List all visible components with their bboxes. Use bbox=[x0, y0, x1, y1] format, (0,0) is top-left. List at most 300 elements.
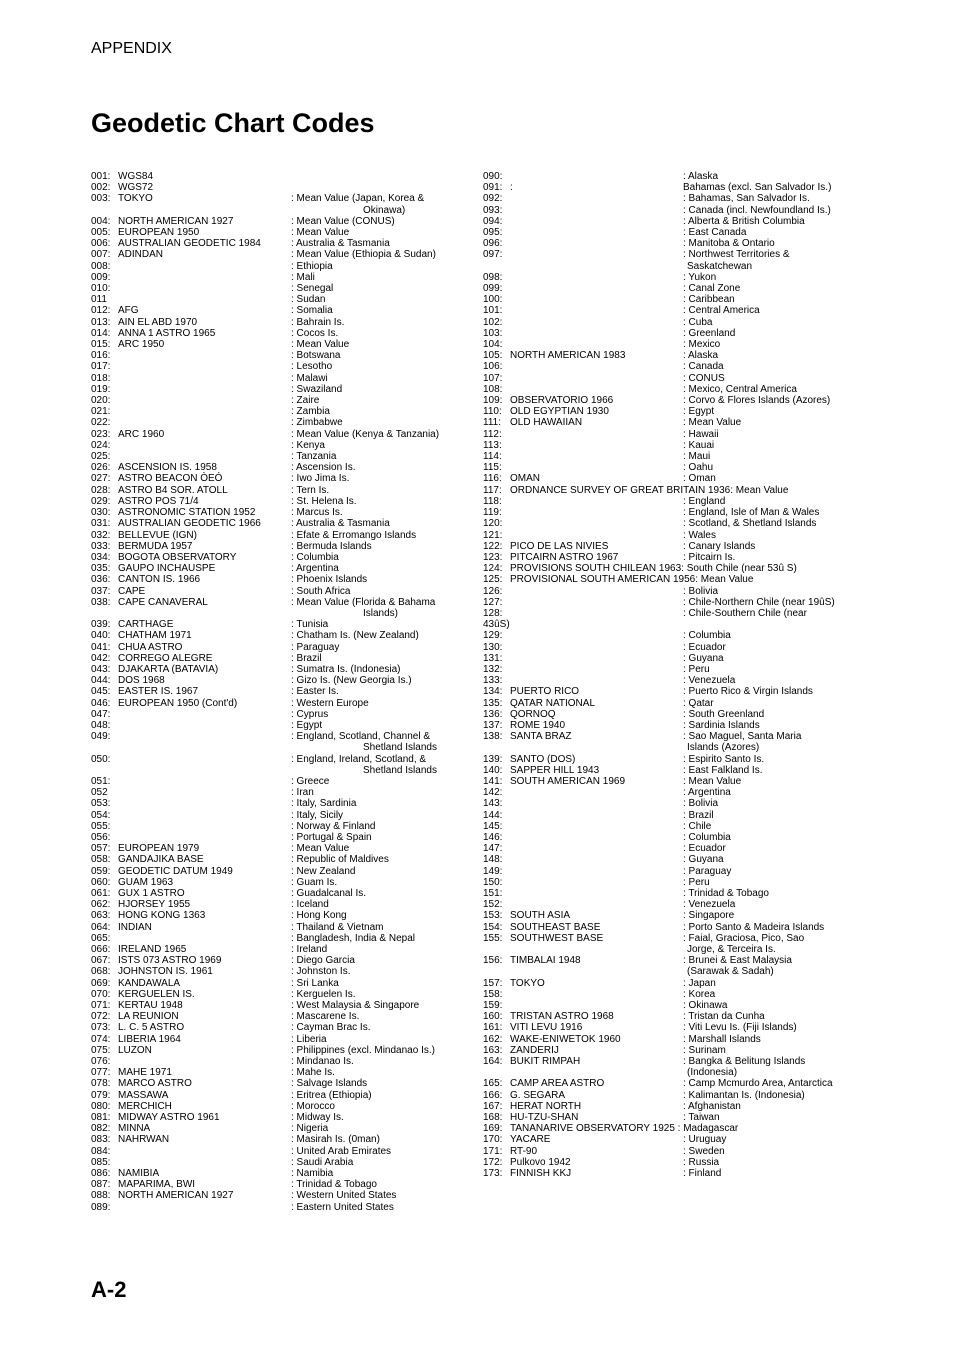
code-number: 150: bbox=[483, 876, 503, 888]
datum-name: NORTH AMERICAN 1927 bbox=[118, 1190, 234, 1202]
region-text: : Caribbean bbox=[683, 294, 735, 306]
code-row bbox=[483, 1090, 863, 1101]
region-text: : Tristan da Cunha bbox=[683, 1011, 765, 1023]
code-number: 126: bbox=[483, 585, 503, 597]
code-row bbox=[91, 888, 471, 899]
code-number: 030: bbox=[91, 507, 111, 519]
code-number: 071: bbox=[91, 1000, 111, 1012]
region-text: : Phoenix Islands bbox=[291, 574, 368, 586]
code-number: 088: bbox=[91, 1190, 111, 1202]
code-number: 127: bbox=[483, 596, 503, 608]
code-row bbox=[483, 1011, 863, 1022]
code-row bbox=[91, 518, 471, 529]
code-row bbox=[91, 698, 471, 709]
region-text: : Alaska bbox=[683, 171, 719, 182]
datum-name: PITCAIRN ASTRO 1967 bbox=[510, 551, 619, 563]
code-row bbox=[483, 429, 863, 440]
code-row bbox=[91, 305, 471, 316]
region-text: : Korea bbox=[683, 988, 716, 1000]
datum-name: TRISTAN ASTRO 1968 bbox=[510, 1011, 614, 1023]
datum-name: DJAKARTA (BATAVIA) bbox=[118, 663, 219, 675]
code-number: 001: bbox=[91, 171, 111, 182]
region-text: : Corvo & Flores Islands (Azores) bbox=[683, 395, 831, 407]
code-number: 147: bbox=[483, 843, 503, 855]
region-text: : Chatham Is. (New Zealand) bbox=[291, 630, 419, 642]
region-continuation: (Sarawak & Sadah) bbox=[687, 966, 774, 978]
code-number: 049: bbox=[91, 731, 111, 743]
region-text bbox=[291, 182, 471, 193]
region-text: : Japan bbox=[683, 977, 716, 989]
code-number: 103: bbox=[483, 327, 503, 339]
region-text: : Manitoba & Ontario bbox=[683, 238, 775, 250]
code-row bbox=[483, 227, 863, 238]
code-row bbox=[91, 821, 471, 832]
code-row bbox=[483, 832, 863, 843]
code-row bbox=[483, 552, 863, 563]
code-number: 052 bbox=[91, 787, 108, 799]
region-text: : Zambia bbox=[291, 406, 330, 418]
region-text: : Mexico, Central America bbox=[683, 383, 797, 395]
code-number: 152: bbox=[483, 899, 503, 911]
datum-name: KERGUELEN IS. bbox=[118, 988, 195, 1000]
region-text: : Tern Is. bbox=[291, 484, 330, 496]
code-number: 040: bbox=[91, 630, 111, 642]
code-number: 140: bbox=[483, 764, 503, 776]
datum-name: KANDAWALA bbox=[118, 977, 181, 989]
region-text: : Espirito Santo Is. bbox=[683, 753, 765, 765]
code-row bbox=[483, 787, 863, 798]
region-text: : Mean Value (Florida & Bahama bbox=[291, 596, 436, 608]
datum-name: DOS 1968 bbox=[118, 675, 165, 687]
code-row bbox=[483, 373, 863, 384]
code-number: 038: bbox=[91, 596, 111, 608]
code-number: 102: bbox=[483, 316, 503, 328]
region-text: : Mean Value (Kenya & Tanzania) bbox=[291, 428, 440, 440]
region-text: : Ecuador bbox=[683, 843, 726, 855]
region-text: : Mean Value bbox=[683, 417, 742, 429]
datum-name: NAHRWAN bbox=[118, 1134, 170, 1146]
region-text: Bahamas (excl. San Salvador Is.) bbox=[683, 182, 832, 194]
code-row bbox=[91, 597, 471, 619]
code-row bbox=[91, 630, 471, 641]
code-number: 094: bbox=[483, 215, 503, 227]
region-text: : Mascarene Is. bbox=[291, 1011, 360, 1023]
code-row bbox=[91, 541, 471, 552]
region-text: : Eastern United States bbox=[291, 1201, 394, 1213]
region-text: : Oman bbox=[683, 473, 716, 485]
region-text: : Bahrain Is. bbox=[291, 316, 345, 328]
datum-name: L. C. 5 ASTRO bbox=[118, 1022, 185, 1034]
code-row bbox=[483, 530, 863, 541]
datum-name: KERTAU 1948 bbox=[118, 1000, 183, 1012]
region-text: : United Arab Emirates bbox=[291, 1145, 392, 1157]
region-text: : St. Helena Is. bbox=[291, 495, 357, 507]
code-number: 012: bbox=[91, 305, 111, 317]
code-row bbox=[91, 339, 471, 350]
code-number: 101: bbox=[483, 305, 503, 317]
datum-name: SOUTHEAST BASE bbox=[510, 921, 601, 933]
code-number: 060: bbox=[91, 876, 111, 888]
code-number: 013: bbox=[91, 316, 111, 328]
region-text: : Alaska bbox=[683, 350, 719, 362]
region-text: : Zaire bbox=[291, 395, 320, 407]
region-text: : Lesotho bbox=[291, 361, 333, 373]
code-number: 074: bbox=[91, 1033, 111, 1045]
code-row bbox=[483, 283, 863, 294]
region-text: : Columbia bbox=[683, 831, 731, 843]
datum-name: IRELAND 1965 bbox=[118, 944, 187, 956]
code-number: 130: bbox=[483, 641, 503, 653]
code-number: 105: bbox=[483, 350, 503, 362]
code-number: 159: bbox=[483, 1000, 503, 1012]
code-number: 084: bbox=[91, 1145, 111, 1157]
region-text: : Johnston Is. bbox=[291, 966, 351, 978]
code-number: 163: bbox=[483, 1044, 503, 1056]
region-text: : Guam Is. bbox=[291, 876, 338, 888]
code-row bbox=[91, 574, 471, 585]
code-row bbox=[91, 1056, 471, 1067]
code-row bbox=[91, 462, 471, 473]
code-row bbox=[483, 272, 863, 283]
region-text: : Surinam bbox=[683, 1044, 726, 1056]
code-row bbox=[91, 843, 471, 854]
datum-name: QORNOQ bbox=[510, 708, 556, 720]
code-number: 073: bbox=[91, 1022, 111, 1034]
datum-name: : bbox=[510, 182, 513, 194]
datum-name: CORREGO ALEGRE bbox=[118, 652, 213, 664]
datum-name: MINNA bbox=[118, 1123, 151, 1135]
datum-name: TOKYO bbox=[118, 193, 153, 205]
region-text: : Sweden bbox=[683, 1145, 725, 1157]
code-number: 107: bbox=[483, 372, 503, 384]
code-number: 015: bbox=[91, 339, 111, 351]
region-text: : Paraguay bbox=[291, 641, 340, 653]
code-row bbox=[483, 563, 863, 574]
code-row bbox=[91, 216, 471, 227]
region-text: : Brazil bbox=[291, 652, 322, 664]
code-row bbox=[91, 496, 471, 507]
code-row bbox=[91, 709, 471, 720]
code-row bbox=[91, 966, 471, 977]
code-number: 142: bbox=[483, 787, 503, 799]
region-continuation: Okinawa) bbox=[363, 204, 406, 216]
region-text: : Bangladesh, India & Nepal bbox=[291, 932, 415, 944]
datum-name: AFG bbox=[118, 305, 139, 317]
code-number: 135: bbox=[483, 697, 503, 709]
code-number: 028: bbox=[91, 484, 111, 496]
region-text: : Mean Value bbox=[683, 775, 742, 787]
code-number: 056: bbox=[91, 831, 111, 843]
code-row bbox=[91, 664, 471, 675]
code-number: 083: bbox=[91, 1134, 111, 1146]
code-row bbox=[483, 1056, 863, 1078]
code-row bbox=[91, 810, 471, 821]
code-number: 091: bbox=[483, 182, 503, 194]
code-row bbox=[483, 350, 863, 361]
code-number: 146: bbox=[483, 831, 503, 843]
code-row bbox=[91, 754, 471, 776]
datum-name: MAPARIMA, BWI bbox=[118, 1179, 196, 1191]
region-text: : Zimbabwe bbox=[291, 417, 343, 429]
code-number: 141: bbox=[483, 775, 503, 787]
code-number: 002: bbox=[91, 182, 111, 194]
code-number: 061: bbox=[91, 888, 111, 899]
region-text: : Venezuela bbox=[683, 675, 736, 687]
datum-name: OLD HAWAIIAN bbox=[510, 417, 583, 429]
region-text: : Bolivia bbox=[683, 798, 719, 810]
code-number: 149: bbox=[483, 865, 503, 877]
region-text: : Mean Value (CONUS) bbox=[291, 215, 395, 227]
datum-name: G. SEGARA bbox=[510, 1089, 566, 1101]
code-row bbox=[483, 720, 863, 731]
code-number: 066: bbox=[91, 944, 111, 956]
region-text: : Ireland bbox=[291, 944, 328, 956]
code-row bbox=[91, 451, 471, 462]
code-row bbox=[91, 686, 471, 697]
code-row bbox=[483, 462, 863, 473]
code-row bbox=[483, 888, 863, 899]
region-text: : Chile-Northern Chile (near 19ûS) bbox=[683, 596, 835, 608]
code-row bbox=[91, 1202, 471, 1213]
region-text: : Cayman Brac Is. bbox=[291, 1022, 371, 1034]
code-number: 100: bbox=[483, 294, 503, 306]
code-row bbox=[91, 1190, 471, 1201]
code-row bbox=[91, 182, 471, 193]
region-text: : Botswana bbox=[291, 350, 341, 362]
datum-name: SANTA BRAZ bbox=[510, 731, 572, 743]
code-number: 156: bbox=[483, 955, 503, 967]
code-number: 169: bbox=[483, 1123, 503, 1135]
datum-name: MIDWAY ASTRO 1961 bbox=[118, 1112, 220, 1124]
datum-name: VITI LEVU 1916 bbox=[510, 1022, 583, 1034]
code-number: 109: bbox=[483, 395, 503, 407]
code-number: 085: bbox=[91, 1156, 111, 1168]
code-row bbox=[91, 866, 471, 877]
region-text bbox=[291, 171, 471, 182]
code-number: 123: bbox=[483, 551, 503, 563]
code-number: 003: bbox=[91, 193, 111, 205]
region-text: : Senegal bbox=[291, 283, 334, 295]
region-text: : England, Isle of Man & Wales bbox=[683, 507, 820, 519]
code-row bbox=[91, 787, 471, 798]
datum-name: NORTH AMERICAN 1927 bbox=[118, 215, 234, 227]
region-continuation: Islands) bbox=[363, 607, 399, 619]
code-number: 138: bbox=[483, 731, 503, 743]
code-row bbox=[483, 485, 863, 496]
datum-name: YACARE bbox=[510, 1134, 551, 1146]
code-number: 136: bbox=[483, 708, 503, 720]
region-continuation: Shetland Islands bbox=[363, 764, 437, 776]
region-text: : Greece bbox=[291, 775, 330, 787]
region-text: : Afghanistan bbox=[683, 1100, 741, 1112]
code-row bbox=[483, 171, 863, 182]
code-number: 019: bbox=[91, 383, 111, 395]
region-text: : South Africa bbox=[291, 585, 351, 597]
code-row bbox=[91, 653, 471, 664]
code-row bbox=[483, 854, 863, 865]
code-row bbox=[483, 205, 863, 216]
code-number: 137: bbox=[483, 719, 503, 731]
region-text: : Salvage Islands bbox=[291, 1078, 368, 1090]
code-row bbox=[91, 944, 471, 955]
code-number: 106: bbox=[483, 361, 503, 373]
region-text: : Cuba bbox=[683, 316, 713, 328]
code-row bbox=[483, 877, 863, 888]
region-text: : Paraguay bbox=[683, 865, 732, 877]
datum-name: LIBERIA 1964 bbox=[118, 1033, 181, 1045]
code-number: 029: bbox=[91, 495, 111, 507]
code-row bbox=[483, 1146, 863, 1157]
datum-name: ASCENSION IS. 1958 bbox=[118, 462, 217, 474]
code-row bbox=[483, 798, 863, 809]
code-row bbox=[91, 877, 471, 888]
region-text: : Chile-Southern Chile (near bbox=[683, 607, 807, 619]
code-number: 157: bbox=[483, 977, 503, 989]
region-text: : Mean Value (Ethiopia & Sudan) bbox=[291, 249, 436, 261]
code-number: 086: bbox=[91, 1168, 111, 1180]
datum-name: SOUTH AMERICAN 1969 bbox=[510, 775, 626, 787]
code-row bbox=[91, 350, 471, 361]
region-continuation: Jorge, & Terceira Is. bbox=[687, 944, 776, 956]
code-number: 134: bbox=[483, 686, 503, 698]
code-number: 104: bbox=[483, 339, 503, 351]
code-row bbox=[483, 518, 863, 529]
region-text: : Peru bbox=[683, 876, 710, 888]
region-text: : Chile bbox=[683, 820, 712, 832]
code-number: 171: bbox=[483, 1145, 503, 1157]
code-number: 058: bbox=[91, 854, 111, 866]
code-number: 160: bbox=[483, 1011, 503, 1023]
code-row bbox=[91, 955, 471, 966]
code-number: 053: bbox=[91, 798, 111, 810]
code-number: 037: bbox=[91, 585, 111, 597]
code-row bbox=[91, 1146, 471, 1157]
code-row bbox=[483, 339, 863, 350]
datum-name: CANTON IS. 1966 bbox=[118, 574, 201, 586]
code-number: 173: bbox=[483, 1168, 503, 1180]
datum-name: ASTRO BEACON ÒEÓ bbox=[118, 473, 223, 485]
code-number: 054: bbox=[91, 809, 111, 821]
region-text: : Masirah Is. (0man) bbox=[291, 1134, 380, 1146]
code-number: 069: bbox=[91, 977, 111, 989]
code-number: 017: bbox=[91, 361, 111, 373]
datum-name: WAKE-ENIWETOK 1960 bbox=[510, 1033, 621, 1045]
datum-name: BELLEVUE (IGN) bbox=[118, 529, 197, 541]
datum-name: MAHE 1971 bbox=[118, 1067, 172, 1079]
datum-name: CAPE bbox=[118, 585, 146, 597]
code-number: 112: bbox=[483, 428, 502, 440]
code-number: 042: bbox=[91, 652, 111, 664]
code-number: 076: bbox=[91, 1056, 111, 1068]
region-text: : Sri Lanka bbox=[291, 977, 339, 989]
datum-name: OLD EGYPTIAN 1930 bbox=[510, 406, 609, 418]
region-text: : Bahamas, San Salvador Is. bbox=[683, 193, 810, 205]
datum-name: PROVISIONAL SOUTH AMERICAN 1956: Mean Value bbox=[510, 574, 754, 586]
region-text: : Canada (incl. Newfoundland Is.) bbox=[683, 204, 831, 216]
code-row bbox=[91, 1123, 471, 1134]
region-text: : Hawaii bbox=[683, 428, 719, 440]
code-row bbox=[483, 922, 863, 933]
region-text: : Ethiopia bbox=[291, 260, 333, 272]
region-text: : East Falkland Is. bbox=[683, 764, 763, 776]
code-number: 119: bbox=[483, 507, 502, 519]
region-continuation: Islands (Azores) bbox=[687, 742, 760, 754]
datum-name: RT-90 bbox=[510, 1145, 538, 1157]
region-text: : Peru bbox=[683, 663, 710, 675]
region-text: : East Canada bbox=[683, 227, 747, 239]
code-number: 032: bbox=[91, 529, 111, 541]
code-number: 132: bbox=[483, 663, 503, 675]
code-number: 059: bbox=[91, 865, 111, 877]
code-row bbox=[483, 238, 863, 249]
code-row bbox=[91, 1067, 471, 1078]
code-number: 044: bbox=[91, 675, 111, 687]
code-number: 108: bbox=[483, 383, 503, 395]
code-row bbox=[483, 866, 863, 877]
page-number: A-2 bbox=[91, 1277, 127, 1302]
datum-name: SAPPER HILL 1943 bbox=[510, 764, 600, 776]
region-text: : Mean Value (Japan, Korea & bbox=[291, 193, 425, 205]
code-number: 080: bbox=[91, 1100, 111, 1112]
code-row bbox=[91, 429, 471, 440]
code-row bbox=[91, 1045, 471, 1056]
datum-name: GUX 1 ASTRO bbox=[118, 888, 185, 899]
code-row bbox=[91, 373, 471, 384]
code-row bbox=[91, 473, 471, 484]
region-text: : Singapore bbox=[683, 910, 735, 922]
region-text: : Tunisia bbox=[291, 619, 329, 631]
code-number: 024: bbox=[91, 439, 111, 451]
datum-name: CHUA ASTRO bbox=[118, 641, 183, 653]
code-row bbox=[91, 238, 471, 249]
datum-name: ROME 1940 bbox=[510, 719, 566, 731]
code-row bbox=[483, 1123, 863, 1134]
code-row bbox=[483, 765, 863, 776]
region-text: : Mean Value bbox=[291, 227, 350, 239]
region-text: : Yukon bbox=[683, 271, 717, 283]
region-text: : West Malaysia & Singapore bbox=[291, 1000, 420, 1012]
datum-name: GEODETIC DATUM 1949 bbox=[118, 865, 233, 877]
region-text: : Guyana bbox=[683, 652, 724, 664]
region-text: : Porto Santo & Madeira Islands bbox=[683, 921, 825, 933]
datum-name: MERCHICH bbox=[118, 1100, 172, 1112]
code-row bbox=[91, 328, 471, 339]
code-row bbox=[483, 608, 863, 619]
datum-name: GAUPO INCHAUSPE bbox=[118, 563, 216, 575]
code-row bbox=[483, 653, 863, 664]
code-row bbox=[483, 574, 863, 585]
datum-name: ANNA 1 ASTRO 1965 bbox=[118, 327, 216, 339]
code-number: 114: bbox=[483, 451, 502, 463]
code-row bbox=[91, 731, 471, 753]
region-continuation: (Indonesia) bbox=[687, 1067, 738, 1079]
region-text: : Oahu bbox=[683, 462, 714, 474]
region-text: : Northwest Territories & bbox=[683, 249, 790, 261]
code-number: 021: bbox=[91, 406, 111, 418]
code-row bbox=[483, 843, 863, 854]
region-text: : Wales bbox=[683, 529, 716, 541]
code-number: 062: bbox=[91, 899, 111, 911]
datum-name: BOGOTA OBSERVATORY bbox=[118, 551, 237, 563]
region-text: : Brunei & East Malaysia bbox=[683, 955, 792, 967]
datum-name: HERAT NORTH bbox=[510, 1100, 582, 1112]
code-number: 164: bbox=[483, 1056, 503, 1068]
code-number: 097: bbox=[483, 249, 503, 261]
code-number: 082: bbox=[91, 1123, 111, 1135]
code-row bbox=[483, 664, 863, 675]
code-row bbox=[483, 630, 863, 641]
code-number: 070: bbox=[91, 988, 111, 1000]
